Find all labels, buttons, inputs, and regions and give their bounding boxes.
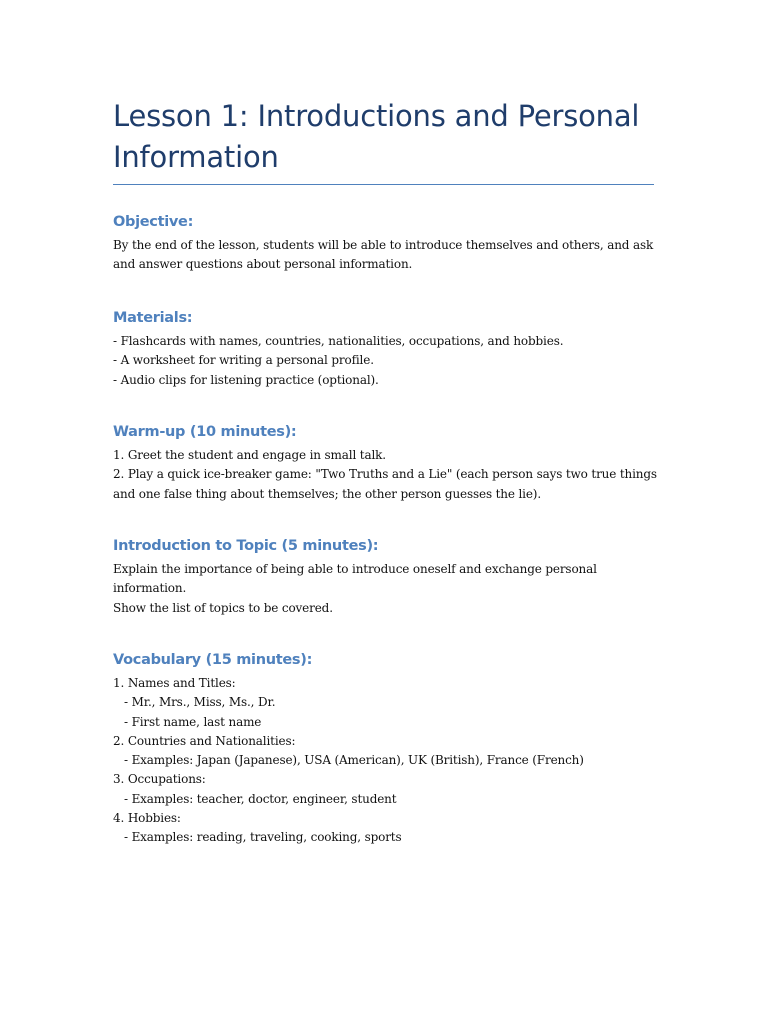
list-subitem: - Examples: reading, traveling, cooking, sports — [113, 830, 402, 845]
body-line: and one false thing about themselves; the other person guesses the lie). — [113, 486, 542, 501]
list-subitem: - First name, last name — [113, 714, 262, 729]
body-line: - A worksheet for writing a personal profile. — [113, 353, 374, 368]
body-line: - Audio clips for listening practice (optional). — [113, 372, 379, 387]
title-divider — [113, 184, 654, 185]
list-subitem: - Examples: teacher, doctor, engineer, student — [113, 791, 397, 806]
section-heading: Materials: — [113, 310, 193, 326]
title-line-1: Lesson 1: Introductions and Personal — [113, 99, 640, 133]
section-heading: Objective: — [113, 214, 194, 230]
body-line: information. — [113, 581, 187, 596]
section-heading: Vocabulary (15 minutes): — [113, 652, 313, 668]
section-vocabulary — [113, 650, 584, 848]
document-page — [113, 96, 657, 845]
section-heading: Warm-up (10 minutes): — [113, 424, 297, 440]
list-item: 3. Occupations: — [113, 772, 206, 787]
list-item: 4. Hobbies: — [113, 811, 181, 826]
section-heading: Introduction to Topic (5 minutes): — [113, 538, 379, 554]
body-line: and answer questions about personal information. — [113, 257, 413, 272]
body-line: Show the list of topics to be covered. — [113, 600, 333, 615]
title-line-2: Information — [113, 140, 279, 174]
list-item: 2. Countries and Nationalities: — [113, 733, 296, 748]
section-introduction — [113, 536, 597, 618]
body-line: By the end of the lesson, students will be able to introduce themselves and others, and ask — [113, 238, 654, 252]
body-line: - Flashcards with names, countries, nationalities, occupations, and hobbies. — [113, 334, 564, 348]
body-line: Explain the importance of being able to introduce oneself and exchange personal — [113, 562, 597, 576]
body-line: 2. Play a quick ice-breaker game: "Two Truths and a Lie" (each person says two true things — [113, 467, 657, 482]
section-objective — [113, 212, 653, 275]
section-materials — [113, 308, 563, 390]
list-item: 1. Names and Titles: — [113, 676, 236, 690]
body-line: 1. Greet the student and engage in small talk. — [113, 448, 386, 462]
document-title — [113, 96, 654, 178]
list-subitem: - Examples: Japan (Japanese), USA (American), UK (British), France (French) — [113, 753, 584, 768]
section-warmup — [113, 422, 657, 504]
list-subitem: - Mr., Mrs., Miss, Ms., Dr. — [113, 695, 276, 710]
